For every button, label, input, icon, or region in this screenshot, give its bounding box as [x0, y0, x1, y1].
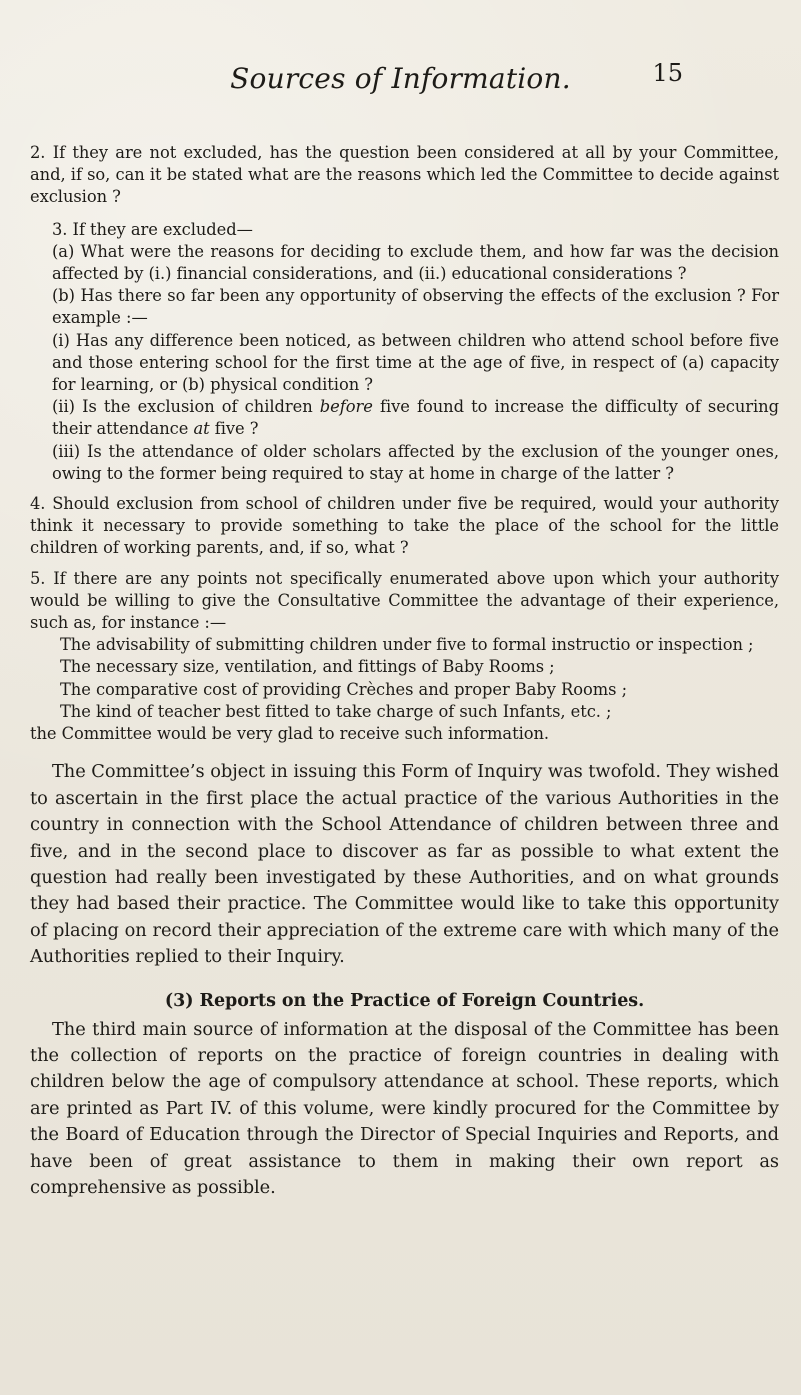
question-5: 5. If there are any points not specifically enumerated above upon which your authority would be willing to give the Consultative Committee the advantage of their experience, such as, for instance :— — [30, 568, 779, 633]
question-4: 4. Should exclusion from school of children under five be required, would your authority think it necessary to provide something to take the place of the school for the little children of working parents, and, if so, what ? — [30, 494, 779, 558]
page-content — [30, 142, 779, 1201]
question-3b-ii-italic-before: before — [319, 397, 373, 417]
question-2: 2. If they are not excluded, has the question been considered at all by your Committee, and, if so, can it be stated what are the reasons which led the Committee to decide against exclusion ? — [30, 143, 779, 207]
question-5-item-2: The necessary size, ventilation, and fittings of Baby Rooms ; — [60, 657, 555, 677]
question-5-item-3: The comparative cost of providing Crèches and proper Baby Rooms ; — [60, 679, 628, 699]
running-head: Sources of Information. — [230, 62, 571, 95]
page-number: 15 — [652, 59, 683, 87]
question-3b-ii-after: five ? — [209, 419, 259, 439]
body-paragraph-2: The third main source of information at the disposal of the Committee has been the collection of reports on the practice of foreign countries in dealing with children below the age of compulsory attendance at school. These reports, which are printed as Part IV. of this volume, were kindly procured for the Committee by the Board of Education through the Director of Special Inquiries and Reports, and have been of great assistance to them in making their own report as comprehensive as possible. — [30, 1018, 779, 1198]
question-closing: the Committee would be very glad to receive such information. — [30, 724, 550, 744]
question-3-heading: 3. If they are excluded— — [52, 219, 253, 239]
question-3b-ii-before: (ii) Is the exclusion of children — [52, 397, 320, 417]
questions-section — [30, 142, 779, 745]
page-header — [0, 59, 801, 100]
question-3b-ii — [30, 396, 779, 440]
question-3b-ii-middle: five found to increase the difficulty of securing their attendance — [52, 397, 779, 439]
question-5-item-4: The kind of teacher best fitted to take charge of such Infants, etc. ; — [60, 701, 612, 721]
question-3b-i: (i) Has any difference been noticed, as between children who attend school before five and those entering school for the first time at the age of five, in respect of (a) capacity for learning, or (b) physical condition ? — [52, 330, 779, 395]
question-5-item-1: The advisability of submitting children under five to formal instructio or inspection ; — [60, 635, 754, 655]
question-3b: (b) Has there so far been any opportunity of observing the effects of the exclusion ? For example :— — [52, 286, 779, 328]
question-3a: (a) What were the reasons for deciding to exclude them, and how far was the decision affected by (i.) financial considerations, and (ii.) educational considerations ? — [52, 241, 779, 284]
question-3b-ii-italic-at: at — [193, 419, 210, 439]
section-heading: (3) Reports on the Practice of Foreign Countries. — [164, 990, 645, 1011]
body-section — [30, 759, 779, 1201]
body-paragraph-1: The Committee’s object in issuing this Form of Inquiry was twofold. They wished to ascertain in the first place the actual practice of the various Authorities in the country in connection with the School Attendance of children between three and five, and in the second place to discover as far as possible to what extent the question had really been investigated by these Authorities, and on what grounds they had based their practice. The Committee would like to take this opportunity of placing on record their appreciation of the extreme care with which many of the Authorities replied to their Inquiry. — [30, 761, 779, 968]
question-3b-iii: (iii) Is the attendance of older scholars affected by the exclusion of the younger ones, owing to the former being required to stay at home in charge of the latter ? — [52, 441, 779, 483]
